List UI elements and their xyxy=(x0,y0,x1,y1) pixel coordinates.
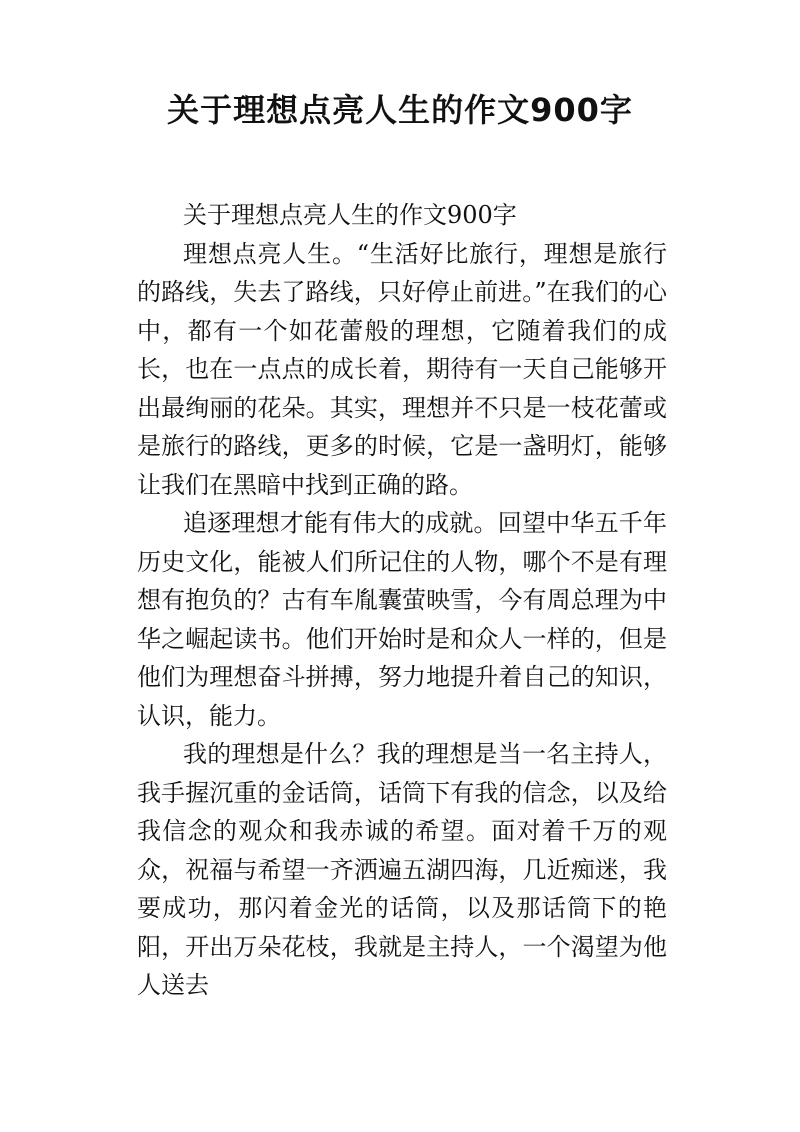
paragraph-subtitle: 关于理想点亮人生的作文900字 xyxy=(183,201,517,229)
paragraph-1: 理想点亮人生。“生活好比旅行，理想是旅行的路线，失去了路线，只好停止前进。”在我们的心中，都有一个如花蕾般的理想，它随着我们的成长，也在一点点的成长着，期待有一天自己能够开出最绚丽的花朵。其实，理想并不只是一枝花蕾或是旅行的路线，更多的时候，它是一盏明灯，能够让我们在黑暗中找到正确的路。 xyxy=(137,239,667,499)
paragraph-3: 我的理想是什么？我的理想是当一名主持人，我手握沉重的金话筒，话筒下有我的信念，以及给我信念的观众和我赤诚的希望。面对着千万的观众，祝福与希望一齐洒遍五湖四海，几近痴迷，我要成功，那闪着金光的话筒，以及那话筒下的艳阳，开出万朵花枝，我就是主持人，一个渴望为他人送去 xyxy=(137,740,667,999)
document-title: 关于理想点亮人生的作文900字 xyxy=(167,91,633,129)
paragraph-2: 追逐理想才能有伟大的成就。回望中华五千年历史文化，能被人们所记住的人物，哪个不是有理想有抱负的？古有车胤囊萤映雪，今有周总理为中华之崛起读书。他们开始时是和众人一样的，但是他们为理想奋斗拼搏，努力地提升着自己的知识，认识，能力。 xyxy=(137,509,667,730)
document-body xyxy=(137,196,667,1005)
